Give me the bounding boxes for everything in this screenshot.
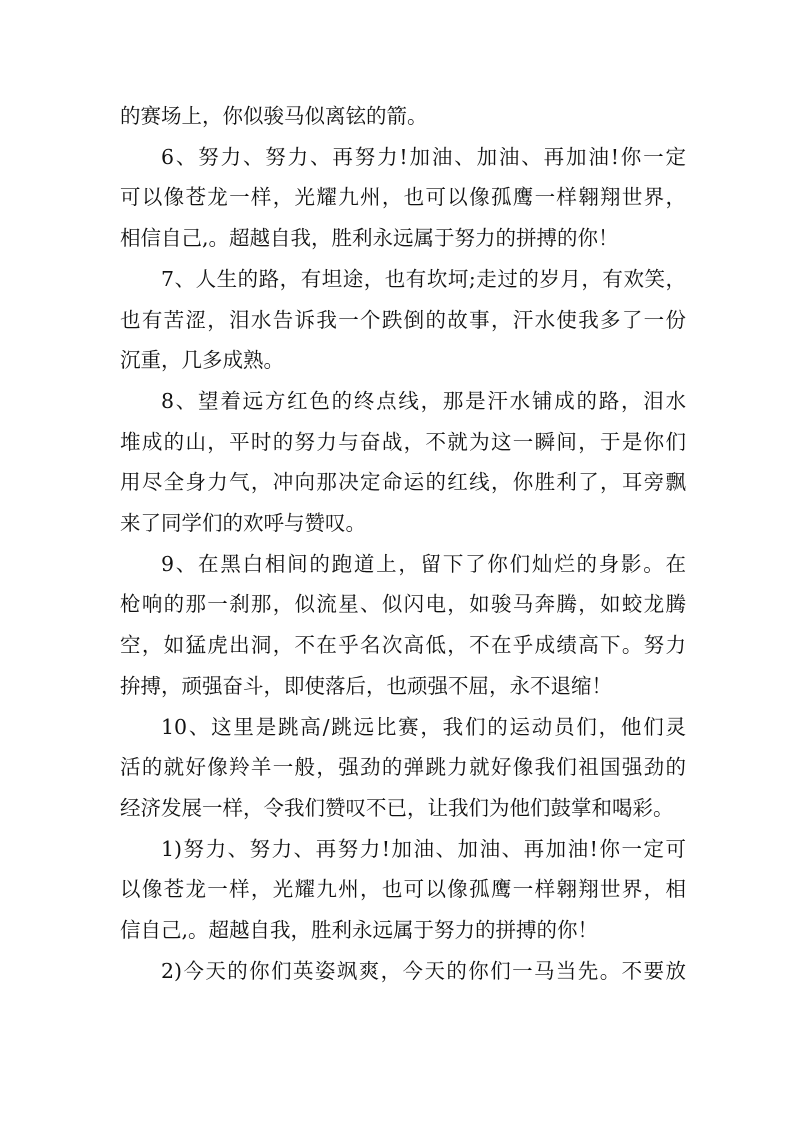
text-line: 经济发展一样，令我们赞叹不已，让我们为他们鼓掌和喝彩。 [120, 795, 674, 820]
text-line: 7、人生的路，有坦途，也有坎坷;走过的岁月，有欢笑， [161, 266, 686, 291]
text-line: 以像苍龙一样，光耀九州，也可以像孤鹰一样翱翔世界，相 [120, 877, 686, 902]
text-line: 6、努力、努力、再努力!加油、加油、再加油!你一定 [161, 144, 686, 169]
paragraph-continuation [120, 96, 686, 137]
text-line: 相信自己,。超越自我，胜利永远属于努力的拼搏的你！ [120, 226, 619, 251]
text-line: 信自己,。超越自我，胜利永远属于努力的拼搏的你！ [120, 918, 599, 943]
text-line: 沉重，几多成熟。 [120, 348, 284, 373]
text-line: 堆成的山，平时的努力与奋战，不就为这一瞬间，于是你们 [120, 429, 686, 454]
text-line: 空，如猛虎出洞，不在乎名次高低，不在乎成绩高下。努力 [120, 633, 686, 658]
paragraph-sub-2 [120, 951, 686, 992]
paragraph-sub-1 [120, 829, 686, 951]
text-line: 10、这里是跳高/跳远比赛，我们的运动员们，他们灵 [161, 714, 686, 739]
text-line: 来了同学们的欢呼与赞叹。 [120, 511, 366, 536]
text-line: 2)今天的你们英姿飒爽，今天的你们一马当先。不要放 [161, 958, 686, 983]
text-line: 9、在黑白相间的跑道上，留下了你们灿烂的身影。在 [161, 551, 686, 576]
text-line: 也有苦涩，泪水告诉我一个跌倒的故事，汗水使我多了一份 [120, 307, 686, 332]
text-line: 的赛场上，你似骏马似离铉的箭。 [120, 104, 428, 128]
paragraph-6 [120, 137, 686, 259]
document-page [120, 96, 686, 991]
text-line: 拚搏，顽强奋斗，即使落后，也顽强不屈，永不退缩！ [120, 673, 612, 698]
text-line: 枪响的那一刹那，似流星、似闪电，如骏马奔腾，如蛟龙腾 [120, 592, 686, 617]
paragraph-8 [120, 381, 686, 544]
paragraph-9 [120, 544, 686, 707]
paragraph-10 [120, 707, 686, 829]
paragraph-7 [120, 259, 686, 381]
text-line: 1)努力、努力、再努力!加油、加油、再加油!你一定可 [161, 836, 686, 861]
text-line: 活的就好像羚羊一般，强劲的弹跳力就好像我们祖国强劲的 [120, 755, 686, 780]
text-line: 可以像苍龙一样，光耀九州，也可以像孤鹰一样翱翔世界， [120, 185, 686, 210]
text-line: 8、望着远方红色的终点线，那是汗水铺成的路，泪水 [161, 388, 686, 413]
text-line: 用尽全身力气，冲向那决定命运的红线，你胜利了，耳旁飘 [120, 470, 686, 495]
